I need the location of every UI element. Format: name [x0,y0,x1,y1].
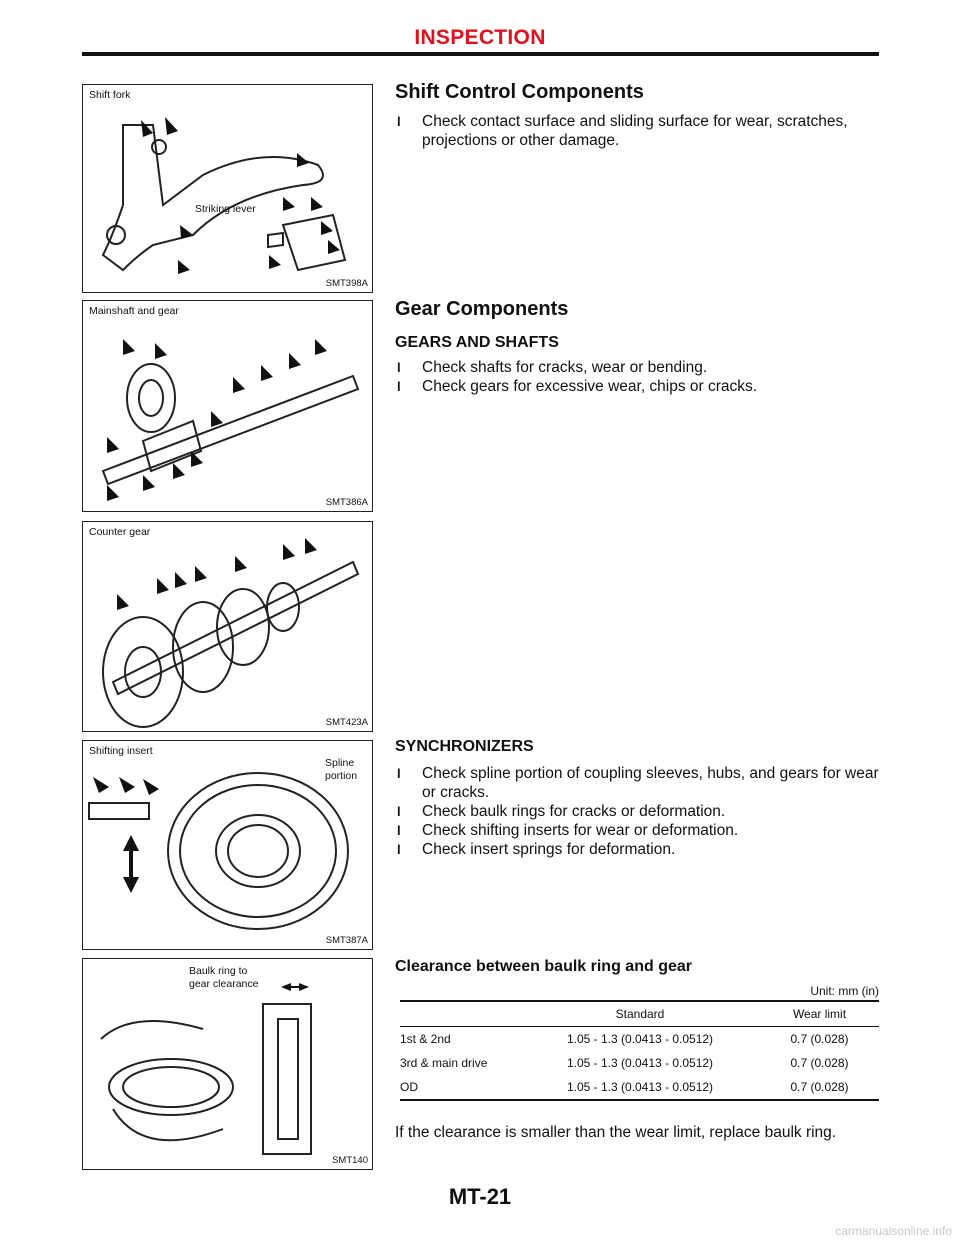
bullet-glyph: l [397,360,401,375]
page-number: MT-21 [448,1184,512,1209]
table-cell: 1.05 - 1.3 (0.0413 - 0.0512) [566,1032,714,1046]
figure-code: SMT398A [325,278,368,289]
striking-lever-label: Striking lever [195,203,256,215]
table-header-cell [400,1001,520,1027]
table-header-cell: Wear limit [792,1007,847,1021]
list-item: l Check contact surface and sliding surface for wear, scratches, projections or other damage. [397,113,848,149]
bullet-glyph: l [397,379,401,394]
baulk-ring-clearance-label: Baulk ring to gear clearance [189,965,259,990]
table-cell: 1.05 - 1.3 (0.0413 - 0.0512) [566,1056,714,1070]
mainshaft-illustration [83,301,374,513]
list-item: l Check shafts for cracks, wear or bending. [397,359,708,376]
bullet-glyph: l [397,114,401,129]
list-item: l Check gears for excessive wear, chips or cracks. [397,378,758,395]
figure-baulk-ring [82,958,373,1170]
unit-label: Unit: mm (in) [810,984,879,998]
list-item: l Check shifting inserts for wear or deformation. [397,822,739,839]
figure-code: SMT423A [325,717,368,728]
table-cell: 1st & 2nd [400,1032,451,1046]
synchronizers-list [395,764,885,859]
clearance-table [400,1000,879,1101]
bullet-glyph: l [397,823,401,838]
table-cell: 0.7 (0.028) [790,1080,849,1094]
figure-synchronizer [82,740,373,950]
table-cell: 3rd & main drive [400,1056,488,1070]
table-row [400,1051,879,1075]
figure-caption: Counter gear [89,526,151,538]
section-title: INSPECTION [414,26,546,49]
subheading-synchronizers: SYNCHRONIZERS [395,738,534,755]
figure-code: SMT140 [332,1155,368,1166]
subheading-gears-shafts: GEARS AND SHAFTS [395,334,559,351]
bullet-glyph: l [397,804,401,819]
figure-caption: Mainshaft and gear [89,305,179,317]
figure-caption: Shift fork [89,89,131,101]
table-cell: OD [400,1080,418,1094]
watermark: carmanualsonline.info [835,1224,952,1238]
table-header-row [400,1001,879,1027]
clearance-note: If the clearance is smaller than the wear limit, replace baulk ring. [395,1124,837,1141]
bullet-glyph: l [397,842,401,857]
table-cell: 1.05 - 1.3 (0.0413 - 0.0512) [566,1080,714,1094]
list-item: l Check spline portion of coupling sleeves, hubs, and gears for wear or cracks. [397,765,879,801]
heading-gear-components: Gear Components [395,298,569,320]
bullet-glyph: l [397,766,401,781]
shift-fork-illustration [83,85,374,294]
heading-shift-control: Shift Control Components [395,81,644,103]
table-row [400,1075,879,1100]
list-item: l Check baulk rings for cracks or deformation. [397,803,726,820]
counter-gear-illustration [83,522,374,733]
heading-clearance: Clearance between baulk ring and gear [395,958,692,975]
figure-code: SMT387A [325,935,368,946]
figure-caption: Shifting insert [89,745,153,757]
gears-shafts-list [395,358,885,396]
figure-counter-gear [82,521,373,732]
shift-control-list [395,112,885,150]
spline-portion-label: Spline portion [325,757,358,782]
list-item: l Check insert springs for deformation. [397,841,676,858]
figure-shift-fork [82,84,373,293]
table-cell: 0.7 (0.028) [790,1032,849,1046]
table-cell: 0.7 (0.028) [790,1056,849,1070]
table-header-cell: Standard [615,1007,665,1021]
header-rule [82,52,879,56]
figure-mainshaft [82,300,373,512]
figure-code: SMT386A [325,497,368,508]
table-row [400,1027,879,1052]
